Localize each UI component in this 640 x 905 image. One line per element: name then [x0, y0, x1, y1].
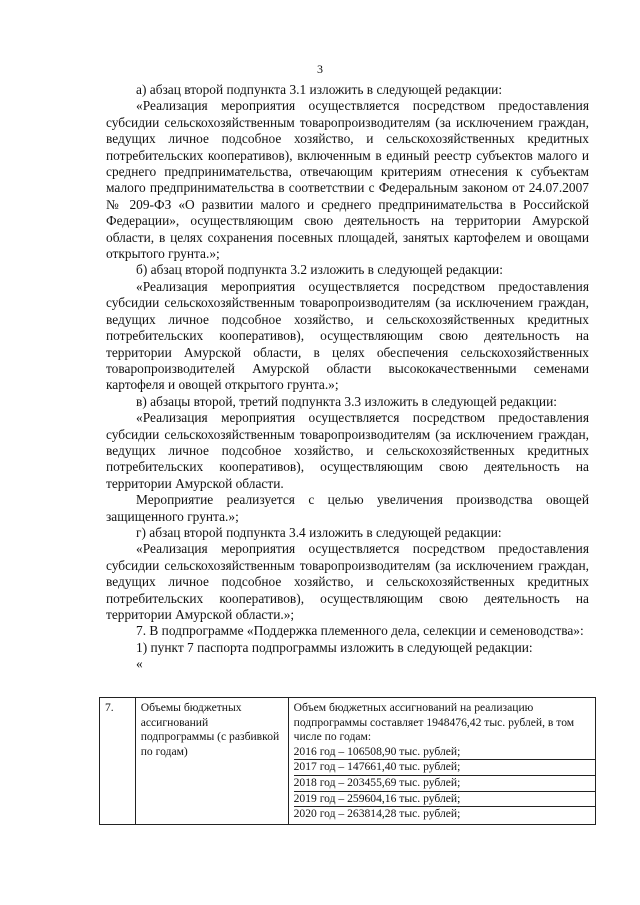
paragraph-d-heading: г) абзац второй подпункта 3.4 изложить в следующей редакции: — [136, 524, 502, 540]
row-number-cell: 7. — [100, 698, 136, 825]
budget-year-2020: 2020 год – 263814,28 тыс. рублей; — [293, 807, 461, 821]
paragraph-c-heading: в) абзацы второй, третий подпункта 3.3 изложить в следующей редакции: — [136, 393, 557, 409]
paragraph-c-text-2: Мероприятие реализуется с целью увеличения производства овощей защищенного грунта.»; — [106, 492, 589, 524]
paragraph-d-text: «Реализация мероприятия осуществляется посредством предоставления субсидии сельскохозяйственным товаропроизводителям (за исключением граждан, ведущих личное подсобное хозяйство, и сельскохозяйственных кредитных потребительских кооперативов), осуществляющим свою деятельность на территории Амурской области.»; — [106, 541, 589, 622]
item-7-1-heading: 1) пункт 7 паспорта подпрограммы изложить в следующей редакции: — [136, 639, 533, 655]
document-body — [106, 82, 589, 672]
table-row — [100, 698, 596, 825]
budget-year-2019: 2019 год – 259604,16 тыс. рублей; — [294, 792, 596, 808]
paragraph-b-text: «Реализация мероприятия осуществляется посредством предоставления субсидии сельскохозяйственным товаропроизводителям (за исключением граждан, ведущих личное подсобное хозяйство, и сельскохозяйственных кредитных потребительских кооперативов), осуществляющим свою деятельность на территории Амурской области, в целях обеспечения сельскохозяйственных товаропроизводителей Амурской области высококачественными семенами картофеля и овощей открытого грунта.»; — [106, 278, 589, 393]
paragraph-a-text: «Реализация мероприятия осуществляется посредством предоставления субсидии сельскохозяйственным товаропроизводителям (за исключением граждан, ведущих личное подсобное хозяйство, и сельскохозяйственных кредитных потребительских кооперативов), включенным в единый реестр субъектов малого и среднего предпринимательства, отвечающим критериям отнесения к субъектам малого предпринимательства в соответствии с Федеральным законом от 24.07.2007 № 209-ФЗ «О развитии малого и среднего предпринимательства в Российской Федерации», осуществляющим свою деятельность на территории Амурской области, в целях сохранения посевных площадей, занятых картофелем и овощами открытого грунта.»; — [106, 98, 589, 262]
paragraph-b-heading: б) абзац второй подпункта 3.2 изложить в следующей редакции: — [136, 262, 503, 278]
page-number: 3 — [317, 62, 323, 76]
paragraph-c-text-1: «Реализация мероприятия осуществляется посредством предоставления субсидии сельскохозяйственным товаропроизводителям (за исключением граждан, ведущих личное подсобное хозяйство, и сельскохозяйственных кредитных потребительских кооперативов), осуществляющим свою деятельность на территории Амурской области. — [106, 410, 589, 491]
item-7-heading: 7. В подпрограмме «Поддержка племенного дела, селекции и семеноводства»: — [136, 623, 584, 639]
budget-year-2017: 2017 год – 147661,40 тыс. рублей; — [294, 760, 596, 776]
opening-quote: « — [136, 656, 143, 672]
budget-years-list — [294, 745, 595, 822]
row-label-cell: Объемы бюджетных ассигнований подпрограммы (с разбивкой по годам) — [135, 698, 288, 825]
budget-year-2016: 2016 год – 106508,90 тыс. рублей; — [294, 745, 596, 761]
budget-year-2018: 2018 год – 203455,69 тыс. рублей; — [294, 776, 596, 792]
row-value-cell — [288, 698, 595, 825]
budget-summary: Объем бюджетных ассигнований на реализацию подпрограммы составляет 1948476,42 тыс. рублей, в том числе по годам: — [293, 701, 575, 744]
paragraph-a-heading: а) абзац второй подпункта 3.1 изложить в следующей редакции: — [136, 82, 503, 97]
passport-table — [99, 697, 596, 825]
